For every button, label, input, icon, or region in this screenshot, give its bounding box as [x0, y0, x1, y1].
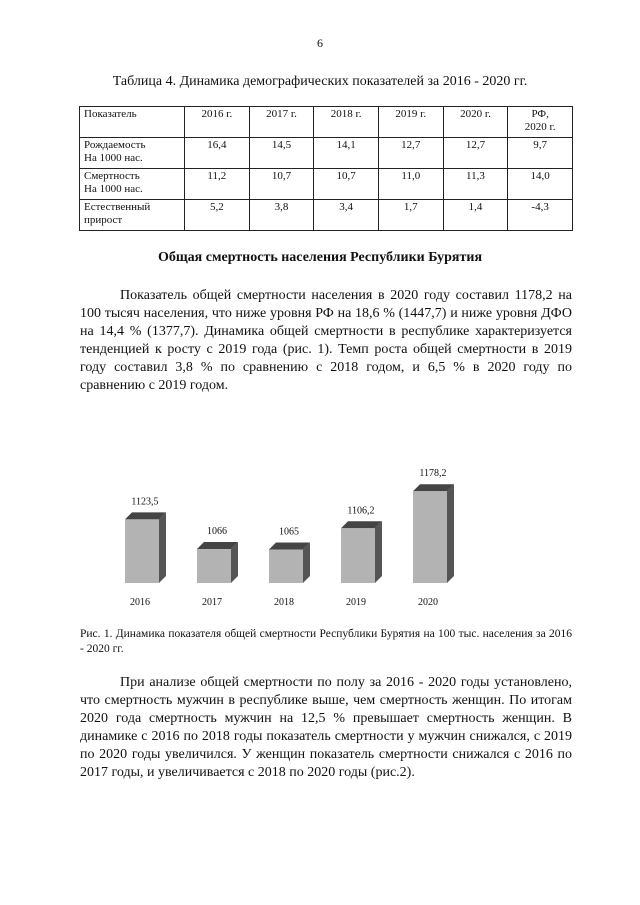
bar — [341, 528, 375, 583]
data-label: 1106,2 — [347, 505, 375, 517]
row-label-main: Рождаемость — [84, 139, 146, 151]
table-cell: 9,7 — [508, 138, 573, 169]
section-title: Общая смертность населения Республики Бурятия — [157, 250, 483, 265]
data-label: 1123,5 — [131, 496, 159, 508]
data-label: 1178,2 — [419, 468, 447, 480]
table-cell: 16,4 — [185, 138, 250, 169]
paragraph-text: Показатель общей смертности населения в 2020 году составил 1178,2 на 100 тысяч населения, что ниже уровня РФ на 18,6 % (1447,7) и ниже уровня ДФО на 14,4 % (1377,7). Динамика общей смертности в республике характеризуется тенденцией к росту с 2019 года (рис. 1). Темп роста общей смертности в 2019 году составил 3,8 % по сравнению с 2018 годом, и 6,5 % в 2020 году по сравнению с 2019 годом. — [80, 288, 572, 393]
table-cell: 14,1 — [314, 138, 379, 169]
row-label — [80, 200, 185, 231]
demographics-table — [79, 106, 573, 231]
bar-top — [413, 484, 454, 491]
header-rf: РФ, — [531, 108, 549, 120]
header-rf-year: 2020 г. — [524, 121, 556, 133]
table-cell: 11,0 — [378, 169, 443, 200]
header-2020: 2020 г. — [443, 107, 508, 138]
mortality-bar-chart — [100, 440, 480, 615]
bar-top — [269, 543, 310, 550]
table-cell: 3,8 — [249, 200, 314, 231]
bar-top — [197, 542, 238, 549]
header-2018: 2018 г. — [314, 107, 379, 138]
paragraph-text: При анализе общей смертности по полу за 2016 - 2020 годы установлено, что смертность мужчин в республике выше, чем смертность женщин. По итогам 2020 года смертность мужчин на 12,5 % превышает смертность женщин. В динамике с 2016 по 2018 годы показатель смертности у мужчин снижался, с 2019 по 2020 годы увеличился. У женщин показатель смертности снижался с 2016 по 2017 годы, и увеличивается с 2018 по 2020 годы (рис.2). — [80, 675, 572, 780]
category-label: 2016 — [130, 597, 150, 608]
row-label-main: Смертность — [84, 170, 140, 182]
row-label-unit: На 1000 нас. — [84, 152, 143, 164]
data-label: 1066 — [207, 526, 227, 538]
bar — [269, 550, 303, 583]
header-2017: 2017 г. — [249, 107, 314, 138]
table-cell: 14,5 — [249, 138, 314, 169]
table-cell: 12,7 — [443, 138, 508, 169]
category-label: 2018 — [274, 597, 294, 608]
row-label-main: Естественный — [84, 201, 151, 213]
bar-side — [159, 512, 166, 583]
row-label-unit: На 1000 нас. — [84, 183, 143, 195]
table-cell: 11,2 — [185, 169, 250, 200]
header-indicator: Показатель — [80, 107, 185, 138]
table-caption: Таблица 4. Динамика демографических показателей за 2016 - 2020 гг. — [112, 74, 528, 89]
bar — [413, 491, 447, 583]
row-label — [80, 169, 185, 200]
page-number: 6 — [317, 36, 323, 50]
table-cell: 10,7 — [249, 169, 314, 200]
header-rf-2020 — [508, 107, 573, 138]
bar-top — [341, 521, 382, 528]
bar-side — [303, 543, 310, 583]
data-label: 1065 — [279, 526, 299, 538]
row-label-unit: прирост — [84, 214, 123, 226]
table-header-row — [80, 107, 573, 138]
paragraph-mortality-summary — [80, 287, 572, 395]
chart-canvas — [100, 440, 480, 615]
bar — [125, 519, 159, 583]
table-cell: -4,3 — [508, 200, 573, 231]
category-label: 2019 — [346, 597, 366, 608]
bar-side — [375, 521, 382, 583]
figure-caption: Рис. 1. Динамика показателя общей смертности Республики Бурятия на 100 тыс. населения за 2016 - 2020 гг. — [80, 628, 572, 655]
table-cell: 3,4 — [314, 200, 379, 231]
table-row — [80, 138, 573, 169]
table-cell: 10,7 — [314, 169, 379, 200]
table-row — [80, 200, 573, 231]
table-row — [80, 169, 573, 200]
row-label — [80, 138, 185, 169]
table-cell: 1,4 — [443, 200, 508, 231]
table-cell: 1,7 — [378, 200, 443, 231]
table-cell: 14,0 — [508, 169, 573, 200]
bar-side — [447, 484, 454, 583]
table-cell: 5,2 — [185, 200, 250, 231]
header-2016: 2016 г. — [185, 107, 250, 138]
bar-side — [231, 542, 238, 583]
category-label: 2017 — [202, 597, 222, 608]
category-label: 2020 — [418, 597, 438, 608]
bar-top — [125, 512, 166, 519]
paragraph-gender-analysis — [80, 674, 572, 782]
header-2019: 2019 г. — [378, 107, 443, 138]
bar — [197, 549, 231, 583]
table-cell: 12,7 — [378, 138, 443, 169]
table-cell: 11,3 — [443, 169, 508, 200]
